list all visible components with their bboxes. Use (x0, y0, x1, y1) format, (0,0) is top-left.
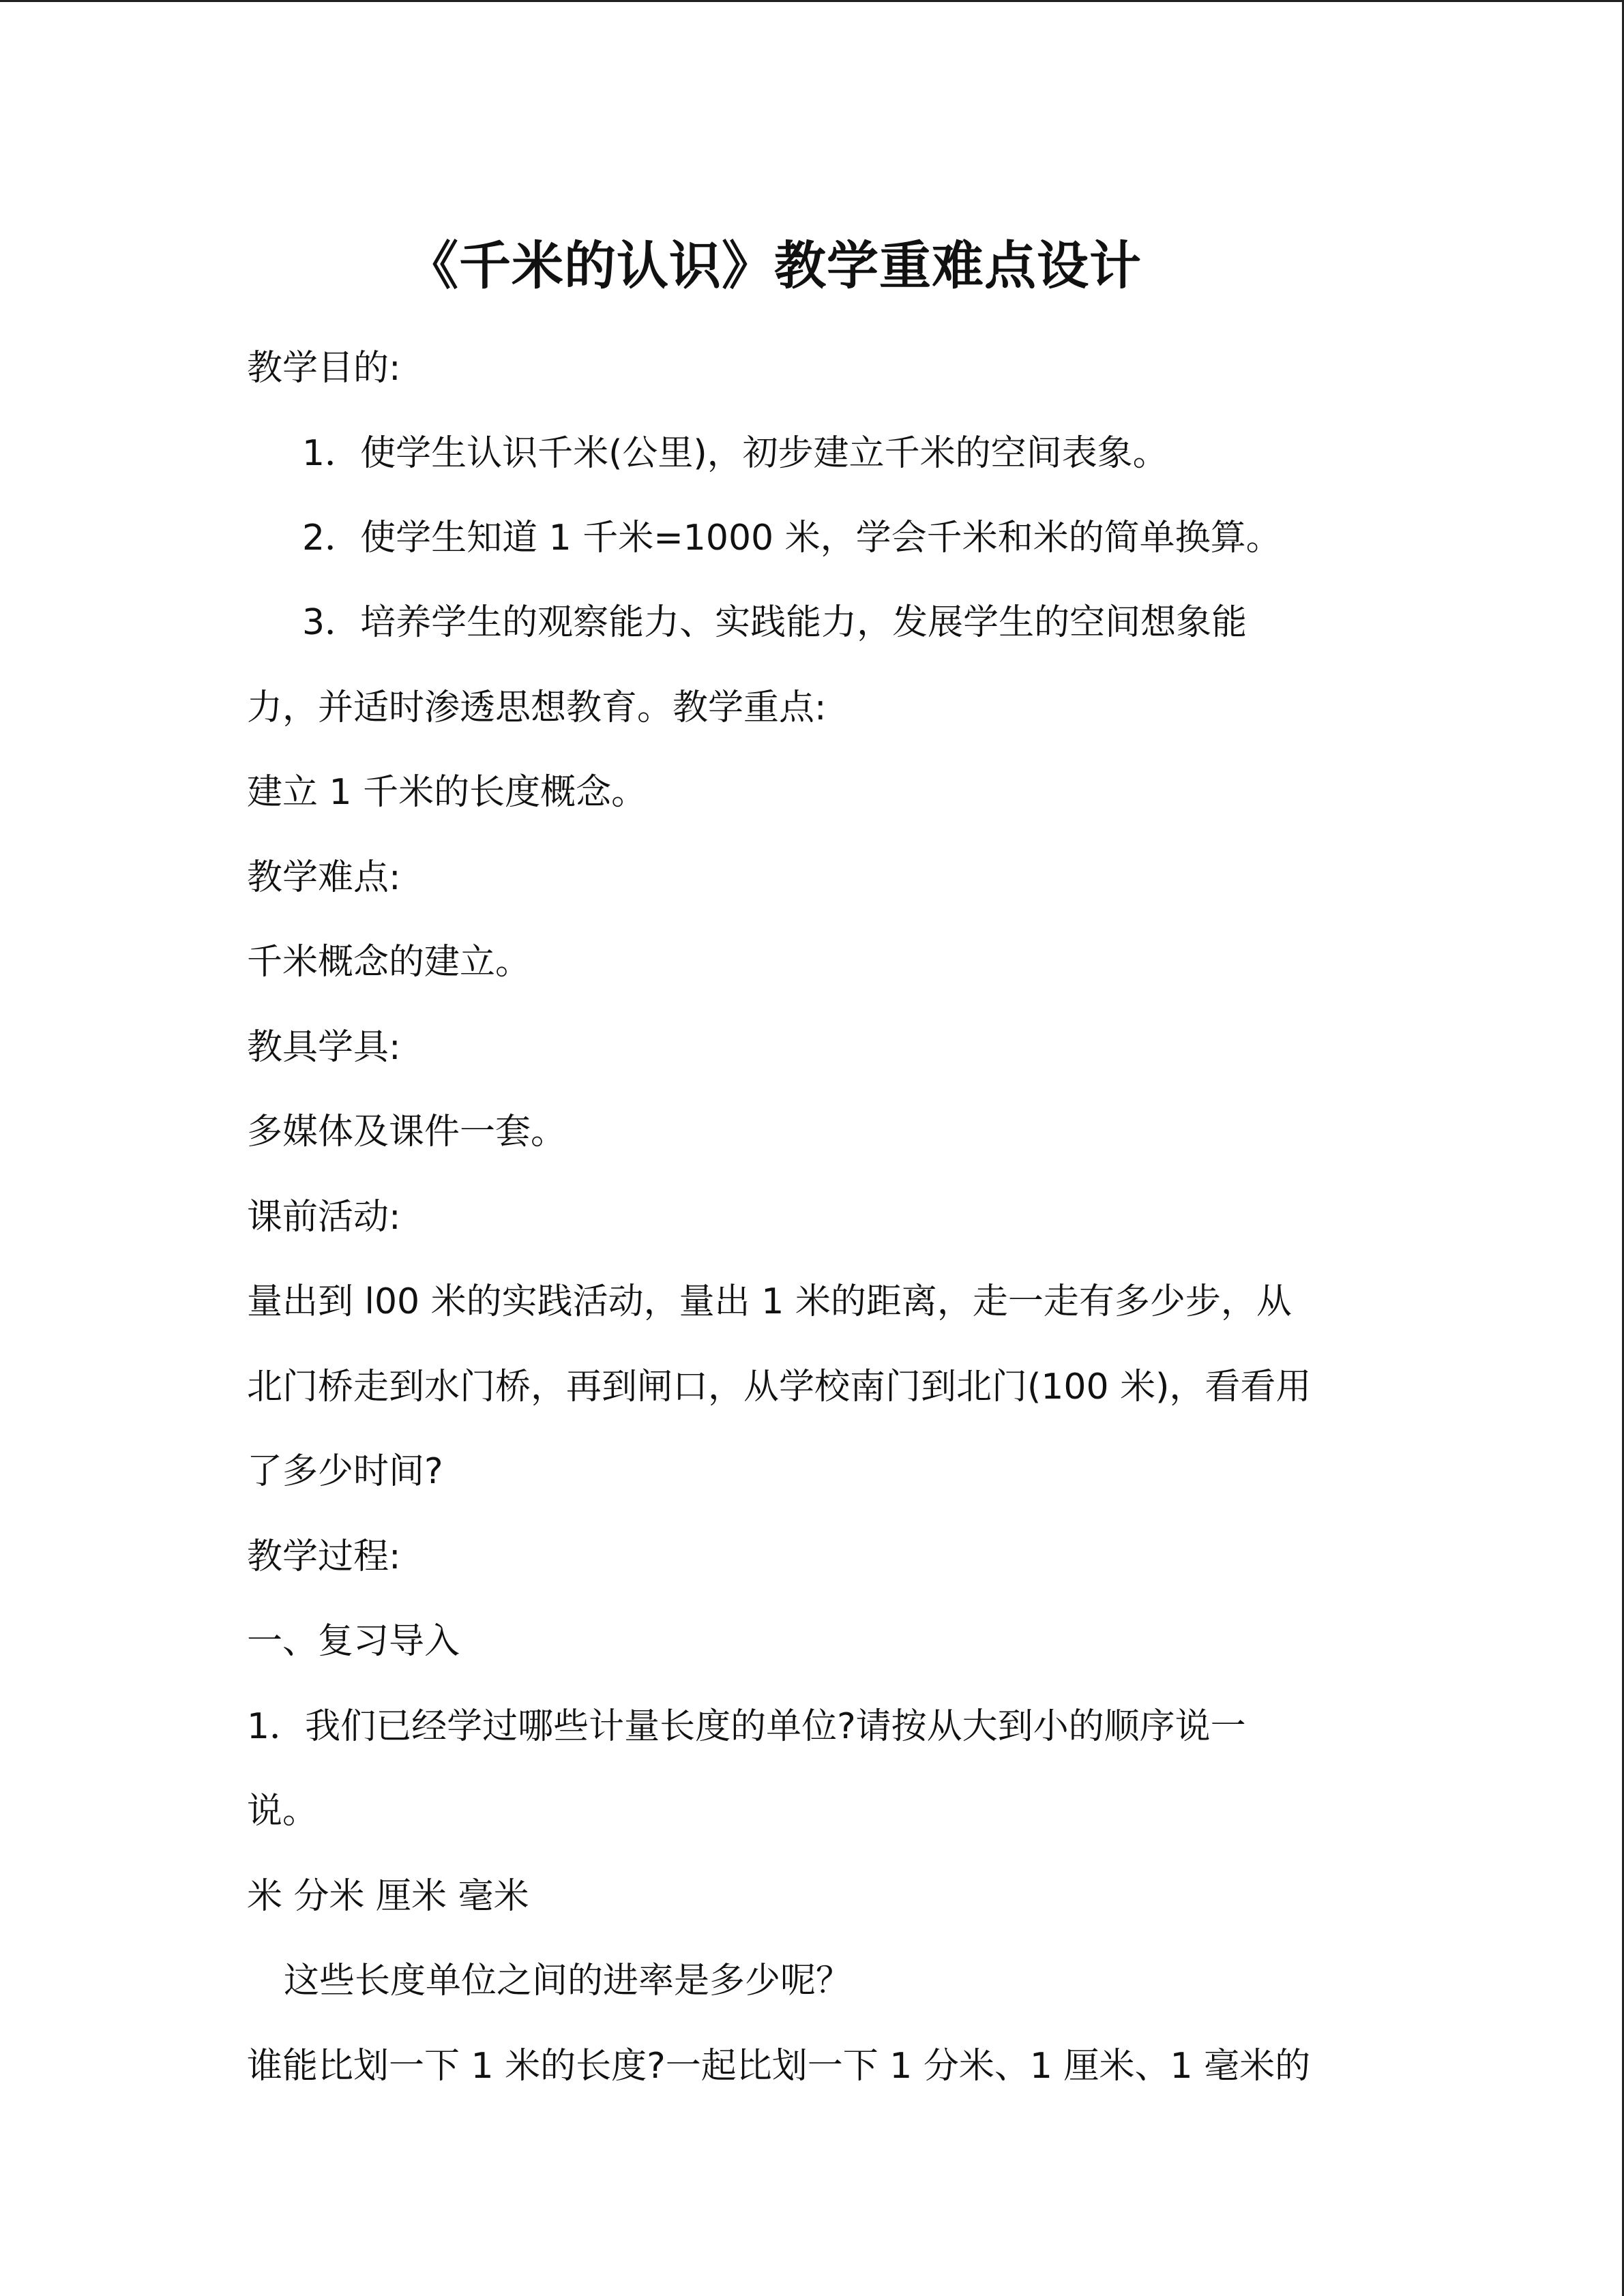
objective-3: 3．培养学生的观察能力、实践能力，发展学生的空间想象能 (302, 602, 1247, 643)
heading-pre-class-activity: 课前活动: (247, 1197, 401, 1238)
teaching-difficulty: 千米概念的建立。 (247, 942, 531, 983)
objective-1: 1．使学生认识千米(公里)，初步建立千米的空间表象。 (302, 433, 1168, 474)
pre-class-activity-line-1: 量出到 l00 米的实践活动，量出 1 米的距离，走一走有多少步，从 (247, 1281, 1292, 1322)
pre-class-activity-line-3: 了多少时间? (247, 1451, 443, 1492)
gesture-length-question: 谁能比划一下 1 米的长度?一起比划一下 1 分米、1 厘米、1 毫米的 (247, 2046, 1311, 2087)
heading-teaching-difficulty: 教学难点: (247, 857, 401, 898)
pre-class-activity-line-2: 北门桥走到水门桥，再到闸口，从学校南门到北门(100 米)，看看用 (247, 1367, 1312, 1407)
teaching-aids: 多媒体及课件一套。 (247, 1112, 567, 1152)
review-question-1-continued: 说。 (247, 1791, 319, 1832)
heading-teaching-process: 教学过程: (247, 1536, 401, 1577)
objective-2: 2．使学生知道 1 千米=1000 米，学会千米和米的简单换算。 (302, 518, 1282, 558)
document-title: 《千米的认识》教学重难点设计 (407, 235, 1142, 296)
heading-teaching-objectives: 教学目的: (247, 348, 401, 389)
length-units: 米 分米 厘米 毫米 (247, 1876, 529, 1917)
heading-teaching-aids: 教具学具: (247, 1027, 401, 1068)
section-review-intro: 一、复习导入 (247, 1621, 460, 1662)
objective-3-continued: 力，并适时渗透思想教育。教学重点: (247, 687, 827, 728)
conversion-rate-question: 这些长度单位之间的进率是多少呢？ (284, 1960, 852, 2001)
review-question-1: 1．我们已经学过哪些计量长度的单位?请按从大到小的顺序说一 (247, 1706, 1246, 1747)
page-border-top (0, 0, 1624, 2)
teaching-focus: 建立 1 千米的长度概念。 (247, 772, 647, 813)
